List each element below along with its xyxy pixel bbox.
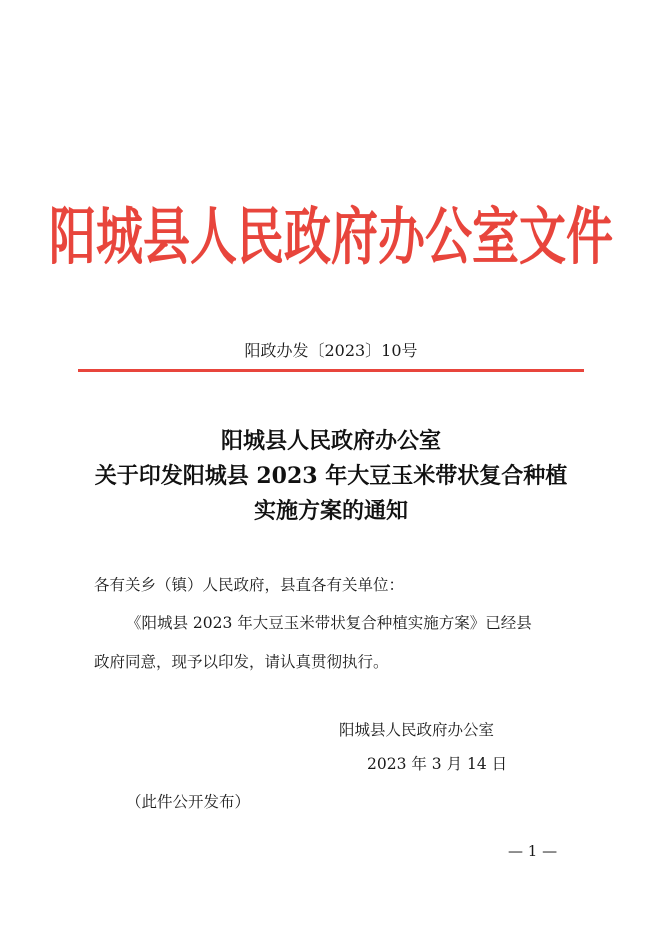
red-separator-line <box>78 369 584 372</box>
body-paragraph-line-2: 政府同意，现予以印发，请认真贯彻执行。 <box>94 653 389 671</box>
document-title <box>0 424 662 529</box>
signature-issuer: 阳城县人民政府办公室 <box>339 721 495 739</box>
salutation: 各有关乡（镇）人民政府，县直各有关单位： <box>94 576 405 594</box>
public-release-note: （此件公开发布） <box>126 793 251 811</box>
signature-date: 2023 年 3 月 14 日 <box>367 755 508 773</box>
title-line-3: 实施方案的通知 <box>253 498 408 524</box>
document-number: 阳政办发〔2023〕10号 <box>244 341 418 360</box>
page-number: — 1 — <box>508 842 558 860</box>
issuing-org-header: 阳城县人民政府办公室文件 <box>49 201 613 274</box>
title-line-2: 关于印发阳城县 2023 年大豆玉米带状复合种植 <box>94 463 568 489</box>
title-line-1: 阳城县人民政府办公室 <box>220 428 441 454</box>
body-paragraph-line-1: 《阳城县 2023 年大豆玉米带状复合种植实施方案》已经县 <box>126 614 532 632</box>
